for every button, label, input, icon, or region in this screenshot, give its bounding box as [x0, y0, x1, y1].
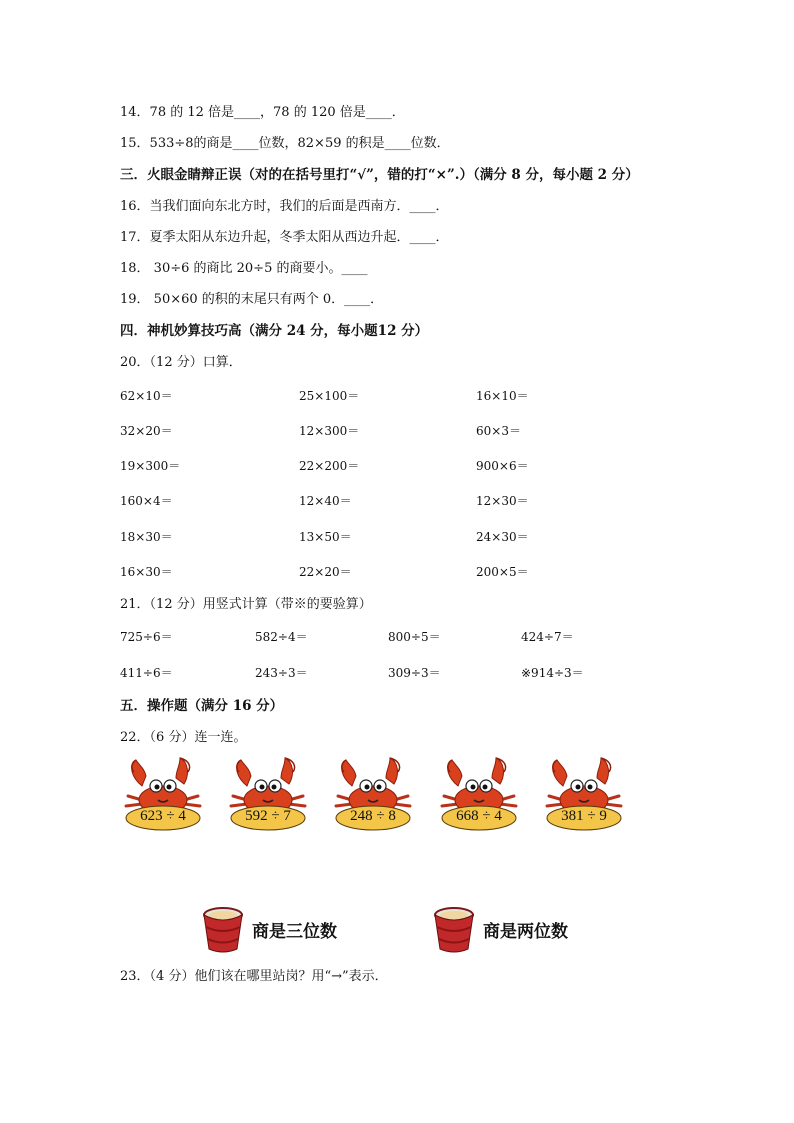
mental-math-item: 12×40＝: [299, 494, 352, 508]
vertical-calc-item: 800÷5＝: [388, 630, 441, 644]
vertical-calc-item: ※914÷3＝: [521, 666, 584, 680]
vertical-calc-item: 243÷3＝: [255, 666, 308, 680]
section-4-heading: 四．神机妙算技巧高（满分 24 分，每小题12 分）: [120, 323, 429, 339]
mental-math-item: 60×3＝: [476, 424, 521, 438]
mental-math-item: 13×50＝: [299, 530, 352, 544]
crab-expression: 381 ÷ 9: [561, 808, 607, 824]
vertical-calc-item: 725÷6＝: [120, 630, 173, 644]
question-17: 17．夏季太阳从东边升起，冬季太阳从西边升起．____．: [120, 230, 449, 245]
crab-card[interactable]: [543, 756, 625, 836]
mental-math-item: 24×30＝: [476, 530, 529, 544]
mental-math-item: 160×4＝: [120, 494, 173, 508]
section-3-heading: 三．火眼金睛辩正误（对的在括号里打“√”，错的打“×”.）（满分 8 分，每小题 2 分）: [120, 167, 639, 183]
crab-expression: 592 ÷ 7: [245, 808, 291, 824]
crab-card[interactable]: [122, 756, 204, 836]
vertical-calc-item: 411÷6＝: [120, 666, 173, 680]
question-19: 19． 50×60 的积的末尾只有两个 0．____．: [120, 292, 384, 307]
mental-math-item: 16×10＝: [476, 389, 529, 403]
question-14: 14．78 的 12 倍是____，78 的 120 倍是____．: [120, 105, 405, 120]
mental-math-item: 900×6＝: [476, 459, 529, 473]
mental-math-item: 25×100＝: [299, 389, 360, 403]
bucket-icon: [200, 905, 246, 955]
vertical-calc-item: 309÷3＝: [388, 666, 441, 680]
mental-math-item: 22×20＝: [299, 565, 352, 579]
vertical-calc-item: 424÷7＝: [521, 630, 574, 644]
crab-expression: 668 ÷ 4: [456, 808, 502, 824]
question-16: 16．当我们面向东北方时，我们的后面是西南方．____．: [120, 199, 449, 214]
mental-math-item: 32×20＝: [120, 424, 173, 438]
mental-math-item: 12×30＝: [476, 494, 529, 508]
crab-card[interactable]: [438, 756, 520, 836]
question-15: 15．533÷8的商是____位数，82×59 的积是____位数．: [120, 136, 450, 151]
question-18: 18． 30÷6 的商比 20÷5 的商要小。____: [120, 261, 368, 276]
crab-expression: 623 ÷ 4: [140, 808, 186, 824]
bucket-two-digit[interactable]: [431, 905, 591, 955]
mental-math-item: 18×30＝: [120, 530, 173, 544]
question-20: 20．（12 分）口算．: [120, 355, 242, 370]
crab-card[interactable]: [227, 756, 309, 836]
section-5-heading: 五．操作题（满分 16 分）: [120, 698, 284, 714]
mental-math-item: 16×30＝: [120, 565, 173, 579]
crab-expression: 248 ÷ 8: [350, 808, 396, 824]
bucket-label: 商是两位数: [483, 922, 568, 942]
crab-card[interactable]: [332, 756, 414, 836]
mental-math-item: 12×300＝: [299, 424, 360, 438]
question-21: 21．（12 分）用竖式计算（带※的要验算）: [120, 597, 372, 612]
bucket-label: 商是三位数: [252, 922, 337, 942]
mental-math-item: 22×200＝: [299, 459, 360, 473]
question-22: 22．（6 分）连一连。: [120, 730, 247, 745]
bucket-three-digit[interactable]: [200, 905, 360, 955]
bucket-icon: [431, 905, 477, 955]
mental-math-item: 200×5＝: [476, 565, 529, 579]
vertical-calc-item: 582÷4＝: [255, 630, 308, 644]
mental-math-item: 19×300＝: [120, 459, 181, 473]
question-23: 23．（4 分）他们该在哪里站岗？用“→”表示．: [120, 969, 388, 984]
mental-math-item: 62×10＝: [120, 389, 173, 403]
